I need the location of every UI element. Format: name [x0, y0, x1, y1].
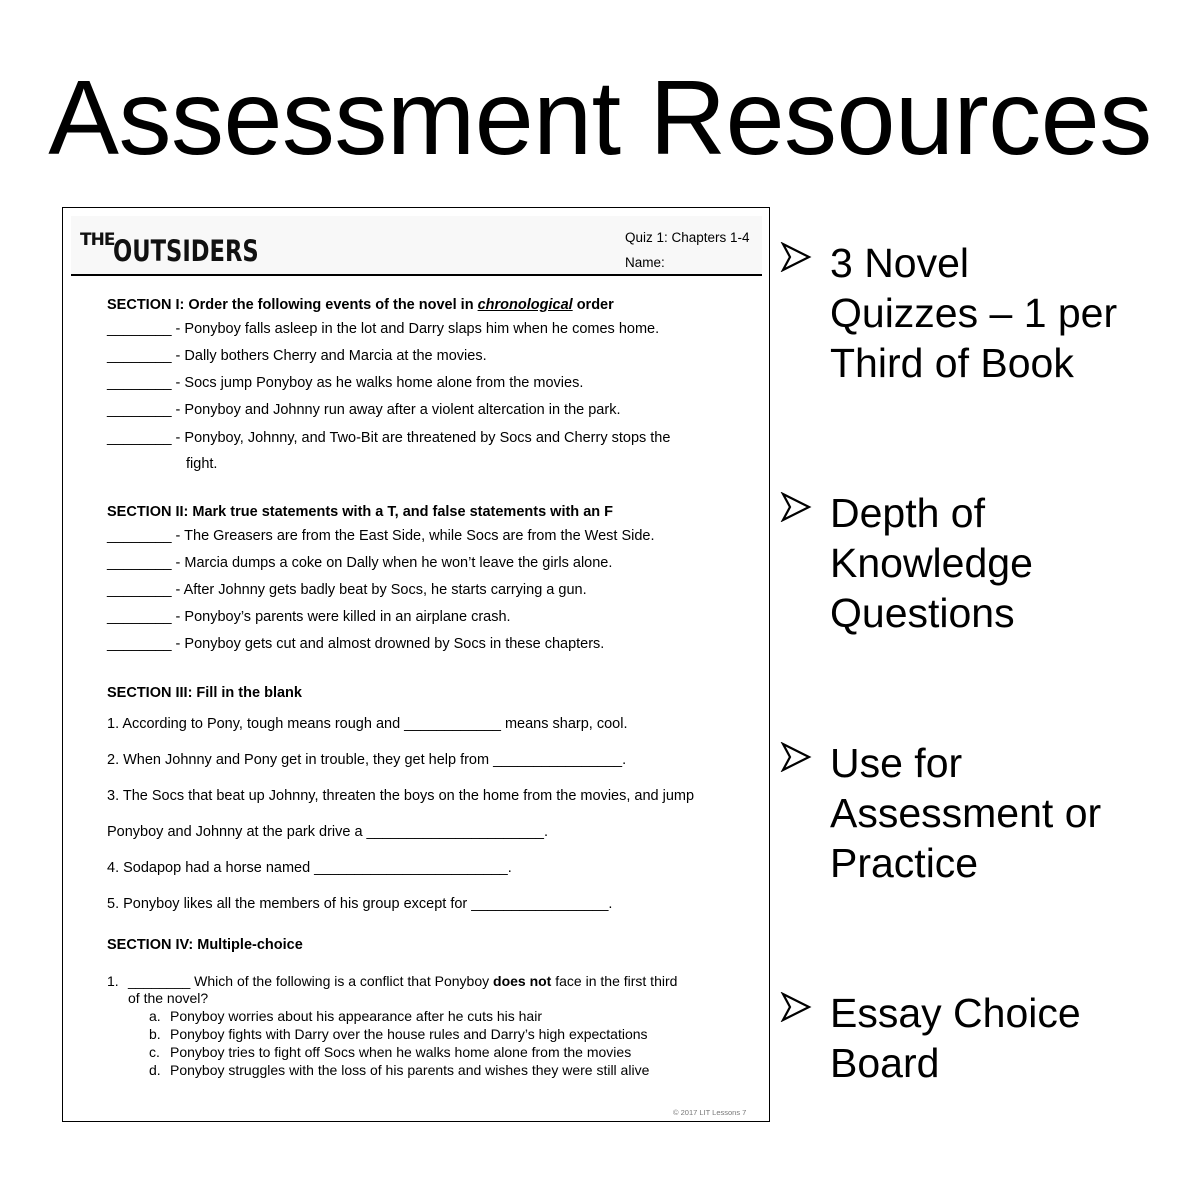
- option-text: Ponyboy fights with Darry over the house rules and Darry’s high expectations: [170, 1026, 648, 1042]
- option-text: Ponyboy worries about his appearance after he cuts his hair: [170, 1008, 542, 1024]
- question-text-pre: Which of the following is a conflict that Ponyboy: [190, 973, 494, 989]
- list-item: [107, 527, 655, 545]
- item-text: - Ponyboy’s parents were killed in an airplane crash.: [175, 609, 511, 625]
- answer-blank: ________: [107, 636, 172, 652]
- arrow-bullet-icon: [780, 492, 812, 522]
- section-1-heading-prefix: SECTION I: Order the following events of the novel in: [107, 297, 478, 313]
- list-item: [107, 608, 511, 626]
- item-text: - Marcia dumps a coke on Dally when he won’t leave the girls alone.: [175, 555, 613, 571]
- list-item: [107, 429, 670, 447]
- list-item: [107, 401, 620, 419]
- option-text: Ponyboy struggles with the loss of his parents and wishes they were still alive: [170, 1062, 650, 1078]
- option-letter: b.: [149, 1026, 161, 1042]
- item-text: - After Johnny gets badly beat by Socs, he starts carrying a gun.: [175, 582, 587, 598]
- section-1-heading: [107, 296, 614, 314]
- fill-blank-line: Ponyboy and Johnny at the park drive a ______________________.: [107, 824, 548, 840]
- fill-blank-line: 3. The Socs that beat up Johnny, threaten the boys on the home from the movies, and jump: [107, 788, 695, 804]
- feature-line: Knowledge: [830, 540, 1033, 586]
- item-text: - Socs jump Ponyboy as he walks home alone from the movies.: [175, 375, 584, 391]
- answer-blank: ________: [107, 555, 172, 571]
- quiz-label: Quiz 1: Chapters 1-4: [625, 230, 750, 245]
- feature-line: Third of Book: [830, 340, 1074, 386]
- feature-line: Assessment or: [830, 790, 1102, 836]
- section-4-heading: SECTION IV: Multiple-choice: [107, 937, 303, 953]
- question-text-post: face in the first third: [551, 973, 678, 989]
- section-1-heading-emphasis: chronological: [477, 297, 573, 313]
- feature-line: Depth of: [830, 490, 985, 536]
- question-continuation: of the novel?: [128, 990, 209, 1006]
- document-footer: © 2017 LIT Lessons 7: [673, 1108, 747, 1117]
- fill-blank-line: 5. Ponyboy likes all the members of his group except for _________________.: [107, 896, 613, 912]
- feature-line: Use for: [830, 740, 963, 786]
- answer-blank: ________: [107, 582, 172, 598]
- section-1-heading-suffix: order: [572, 297, 614, 313]
- fill-blank-line: 4. Sodapop had a horse named ________________________.: [107, 860, 512, 876]
- item-text: - Ponyboy falls asleep in the lot and Darry slaps him when he comes home.: [175, 321, 660, 337]
- item-text: - Ponyboy, Johnny, and Two-Bit are threatened by Socs and Cherry stops the: [175, 430, 671, 446]
- page-title: Assessment Resources: [48, 59, 1152, 177]
- list-item: [107, 554, 612, 572]
- option-letter: c.: [149, 1044, 160, 1060]
- item-continuation: fight.: [186, 456, 218, 472]
- feature-text: [830, 488, 1190, 638]
- item-text: - Dally bothers Cherry and Marcia at the movies.: [175, 348, 487, 364]
- section-2-heading: SECTION II: Mark true statements with a T, and false statements with an F: [107, 504, 613, 520]
- answer-blank: ________: [107, 609, 172, 625]
- answer-blank: ________: [107, 402, 172, 418]
- quiz-document: [62, 207, 770, 1122]
- feature-line: Quizzes – 1 per: [830, 290, 1118, 336]
- answer-blank: ________: [128, 973, 191, 989]
- arrow-bullet-icon: [780, 742, 812, 772]
- feature-line: Questions: [830, 590, 1015, 636]
- feature-line: Essay Choice: [830, 990, 1081, 1036]
- item-text: - The Greasers are from the East Side, while Socs are from the West Side.: [175, 528, 655, 544]
- fill-blank-line: 1. According to Pony, tough means rough and ____________ means sharp, cool.: [107, 716, 628, 732]
- item-text: - Ponyboy gets cut and almost drowned by Socs in these chapters.: [175, 636, 605, 652]
- answer-blank: ________: [107, 528, 172, 544]
- item-text: - Ponyboy and Johnny run away after a violent altercation in the park.: [175, 402, 621, 418]
- feature-line: 3 Novel: [830, 240, 970, 286]
- question-number: 1.: [107, 973, 119, 989]
- answer-blank: ________: [107, 348, 172, 364]
- answer-blank: ________: [107, 430, 172, 446]
- list-item: [107, 635, 604, 653]
- arrow-bullet-icon: [780, 992, 812, 1022]
- answer-blank: ________: [107, 375, 172, 391]
- section-3-heading: SECTION III: Fill in the blank: [107, 685, 302, 701]
- list-item: [107, 347, 487, 365]
- name-label: Name:: [625, 255, 665, 270]
- arrow-bullet-icon: [780, 242, 812, 272]
- logo-the: THE: [80, 230, 115, 250]
- option-letter: a.: [149, 1008, 161, 1024]
- answer-blank: ________: [107, 321, 172, 337]
- feature-text: [830, 738, 1190, 888]
- question-text-bold: does not: [493, 973, 552, 989]
- question-text: [128, 973, 677, 990]
- fill-blank-line: 2. When Johnny and Pony get in trouble, they get help from ________________.: [107, 752, 627, 768]
- feature-text: [830, 238, 1190, 388]
- feature-line: Practice: [830, 840, 979, 886]
- list-item: [107, 320, 659, 338]
- feature-text: [830, 988, 1190, 1088]
- list-item: [107, 581, 587, 599]
- option-letter: d.: [149, 1062, 161, 1078]
- option-text: Ponyboy tries to fight off Socs when he walks home alone from the movies: [170, 1044, 632, 1060]
- document-header: [71, 216, 762, 276]
- list-item: [107, 374, 583, 392]
- feature-list: [780, 0, 1200, 1200]
- logo-title: OUTSIDERS: [113, 234, 259, 268]
- feature-line: Board: [830, 1040, 940, 1086]
